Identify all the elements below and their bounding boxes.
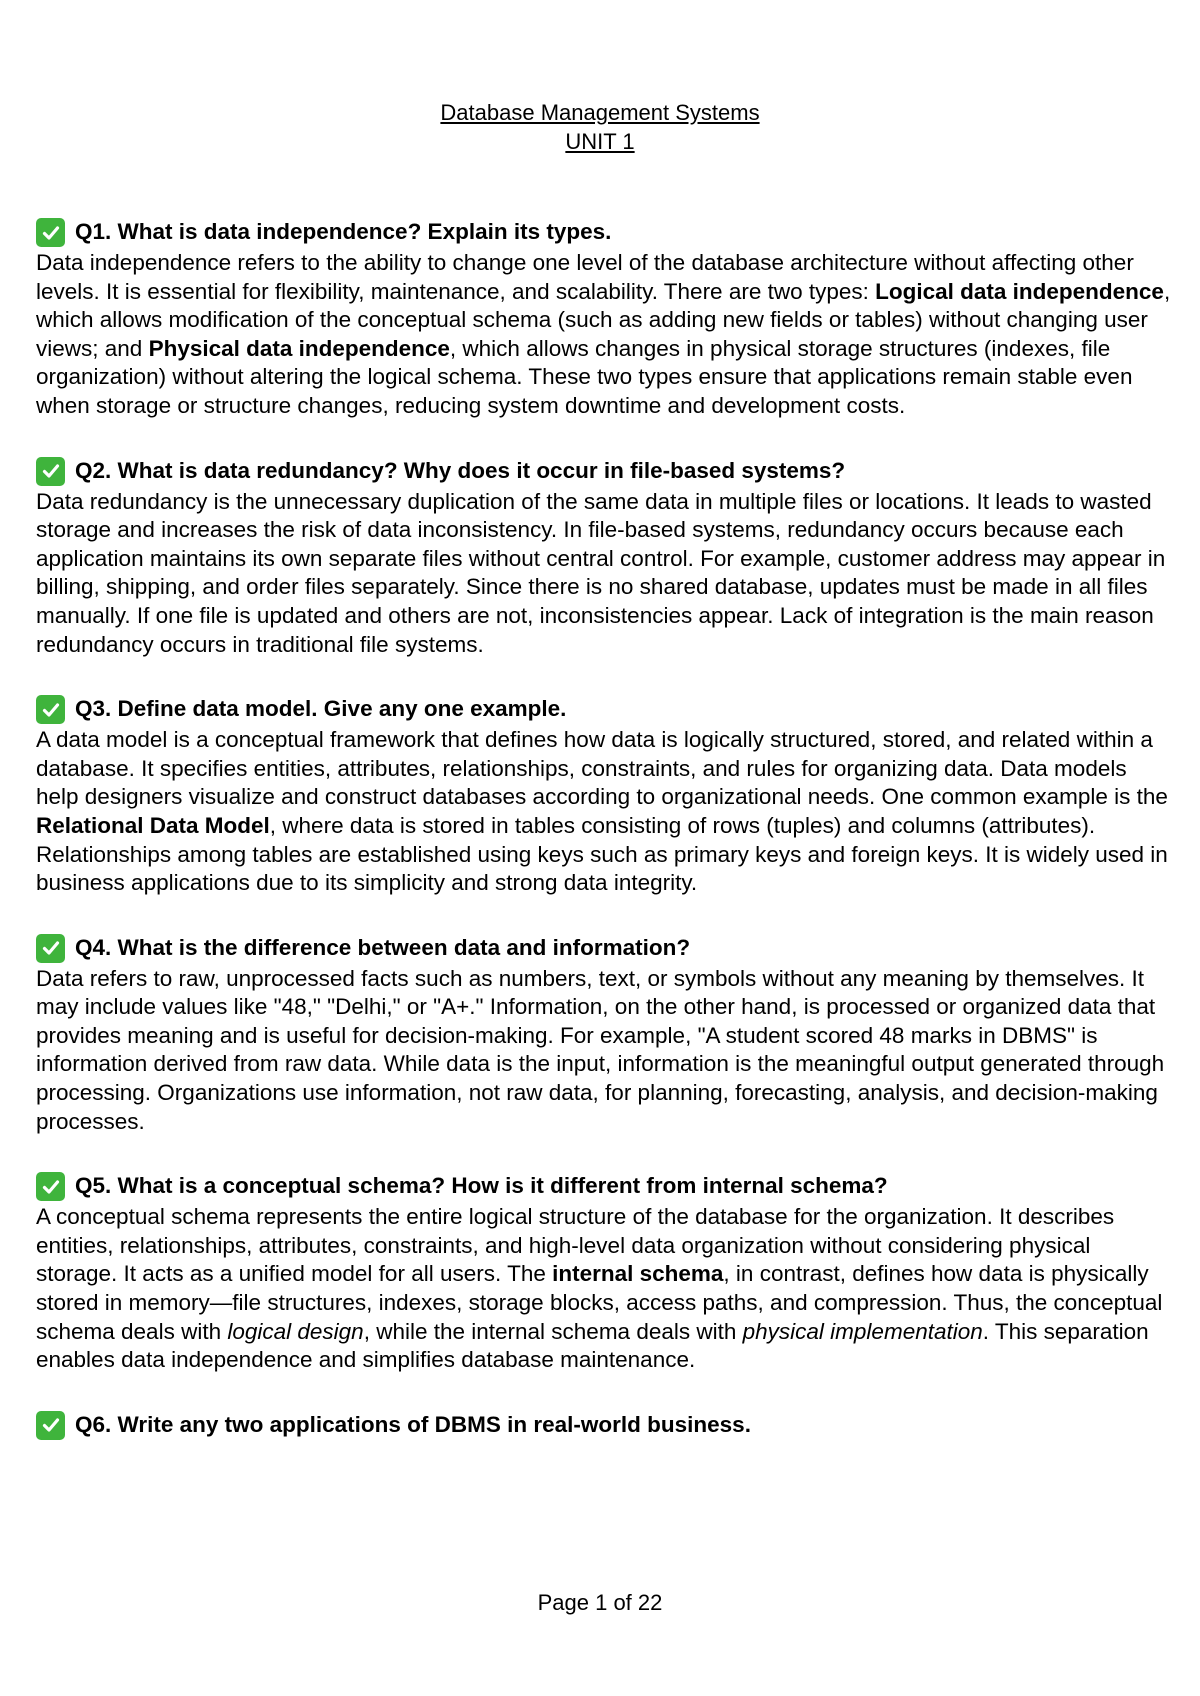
unit-label: UNIT 1 — [565, 129, 635, 154]
answer-segment: , while the internal schema deals with — [363, 1318, 743, 1344]
check-mark-icon — [36, 218, 65, 247]
answer-bold-term: Physical data independence — [148, 335, 450, 361]
check-mark-icon — [36, 934, 65, 963]
answer-segment: . This separation enables data independence and simplifies database maintenance. — [36, 1318, 1149, 1373]
question-block — [36, 695, 1171, 898]
answer-text — [36, 1203, 1171, 1375]
question-text: Q6. Write any two applications of DBMS in real-world business. — [75, 1412, 751, 1438]
answer-segment: , which allows changes in physical storage structures (indexes, file organization) without altering the logical schema. These two types ensure that applications remain stable even when storage or structure changes, reducing system downtime and development costs. — [36, 335, 1133, 418]
check-mark-icon — [36, 457, 65, 486]
answer-segment: , in contrast, defines how data is physically stored in memory—file structures, indexes, storage blocks, access paths, and compression. Thus, the conceptual schema deals with — [36, 1261, 1163, 1344]
answer-italic-term: logical design — [227, 1318, 364, 1344]
question-text: Q5. What is a conceptual schema? How is it different from internal schema? — [75, 1173, 888, 1199]
answer-text — [36, 488, 1171, 660]
answer-bold-term: internal schema — [552, 1261, 724, 1287]
question-text: Q3. Define data model. Give any one example. — [75, 696, 567, 722]
answer-segment: , where data is stored in tables consisting of rows (tuples) and columns (attributes). Relationships among tables are established using keys such as primary keys and foreign keys. It is widely used in business applications due to its simplicity and strong data integrity. — [36, 812, 1168, 896]
question-heading — [36, 1172, 1171, 1201]
answer-text — [36, 965, 1171, 1137]
answer-italic-term: physical implementation — [742, 1318, 983, 1344]
answer-segment: A conceptual schema represents the entire logical structure of the database for the organization. It describes entities, relationships, attributes, constraints, and high-level data organization without considering physical storage. It acts as a unified model for all users. The — [36, 1204, 1115, 1287]
answer-segment: A data model is a conceptual framework that defines how data is logically structured, stored, and related within a database. It specifies entities, attributes, relationships, constraints, and rules for organizing data. Data models help designers visualize and construct databases according to organizational needs. One common example is the — [36, 727, 1168, 810]
document-title: Database Management Systems — [440, 100, 760, 125]
page-footer — [0, 1590, 1200, 1616]
answer-text — [36, 726, 1171, 898]
question-text: Q1. What is data independence? Explain its types. — [75, 219, 612, 245]
question-block — [36, 457, 1171, 660]
question-heading — [36, 457, 1171, 486]
answer-segment: Data redundancy is the unnecessary duplication of the same data in multiple files or locations. It leads to wasted storage and increases the risk of data inconsistency. In file-based systems, redundancy occurs because each application maintains its own separate files without central control. For example, customer address may appear in billing, shipping, and order files separately. Since there is no shared database, updates must be made in all files manually. If one file is updated and others are not, inconsistencies appear. Lack of integration is the main reason redundancy occurs in traditional file systems. — [36, 488, 1166, 657]
answer-bold-term: Relational Data Model — [36, 812, 270, 838]
check-mark-icon — [36, 695, 65, 724]
question-block — [36, 934, 1171, 1137]
answer-segment: Data refers to raw, unprocessed facts such as numbers, text, or symbols without any meaning by themselves. It may include values like "48," "Delhi," or "A+." Information, on the other hand, is processed or organized data that provides meaning and is useful for decision-making. For example, "A student scored 48 marks in DBMS" is information derived from raw data. While data is the input, information is the meaningful output generated through processing. Organizations use information, not raw data, for planning, forecasting, analysis, and decision-making processes. — [36, 965, 1165, 1134]
question-text: Q4. What is the difference between data and information? — [75, 934, 691, 960]
question-block — [36, 218, 1171, 421]
question-heading — [36, 934, 1171, 963]
question-heading — [36, 1411, 1171, 1440]
question-heading — [36, 218, 1171, 247]
question-block — [36, 1172, 1171, 1375]
document-header — [0, 98, 1200, 156]
answer-text — [36, 249, 1171, 421]
question-text: Q2. What is data redundancy? Why does it occur in file-based systems? — [75, 457, 846, 483]
question-block — [36, 1411, 1171, 1440]
answer-segment: , which allows modification of the conceptual schema (such as adding new fields or tables) without changing user views; and — [36, 278, 1171, 361]
check-mark-icon — [36, 1411, 65, 1440]
question-list — [36, 218, 1171, 1476]
question-heading — [36, 695, 1171, 724]
check-mark-icon — [36, 1172, 65, 1201]
page-number: Page 1 of 22 — [537, 1590, 663, 1615]
answer-bold-term: Logical data independence — [875, 278, 1164, 304]
answer-segment: Data independence refers to the ability to change one level of the database architecture without affecting other levels. It is essential for flexibility, maintenance, and scalability. There are two types: — [36, 250, 1134, 304]
